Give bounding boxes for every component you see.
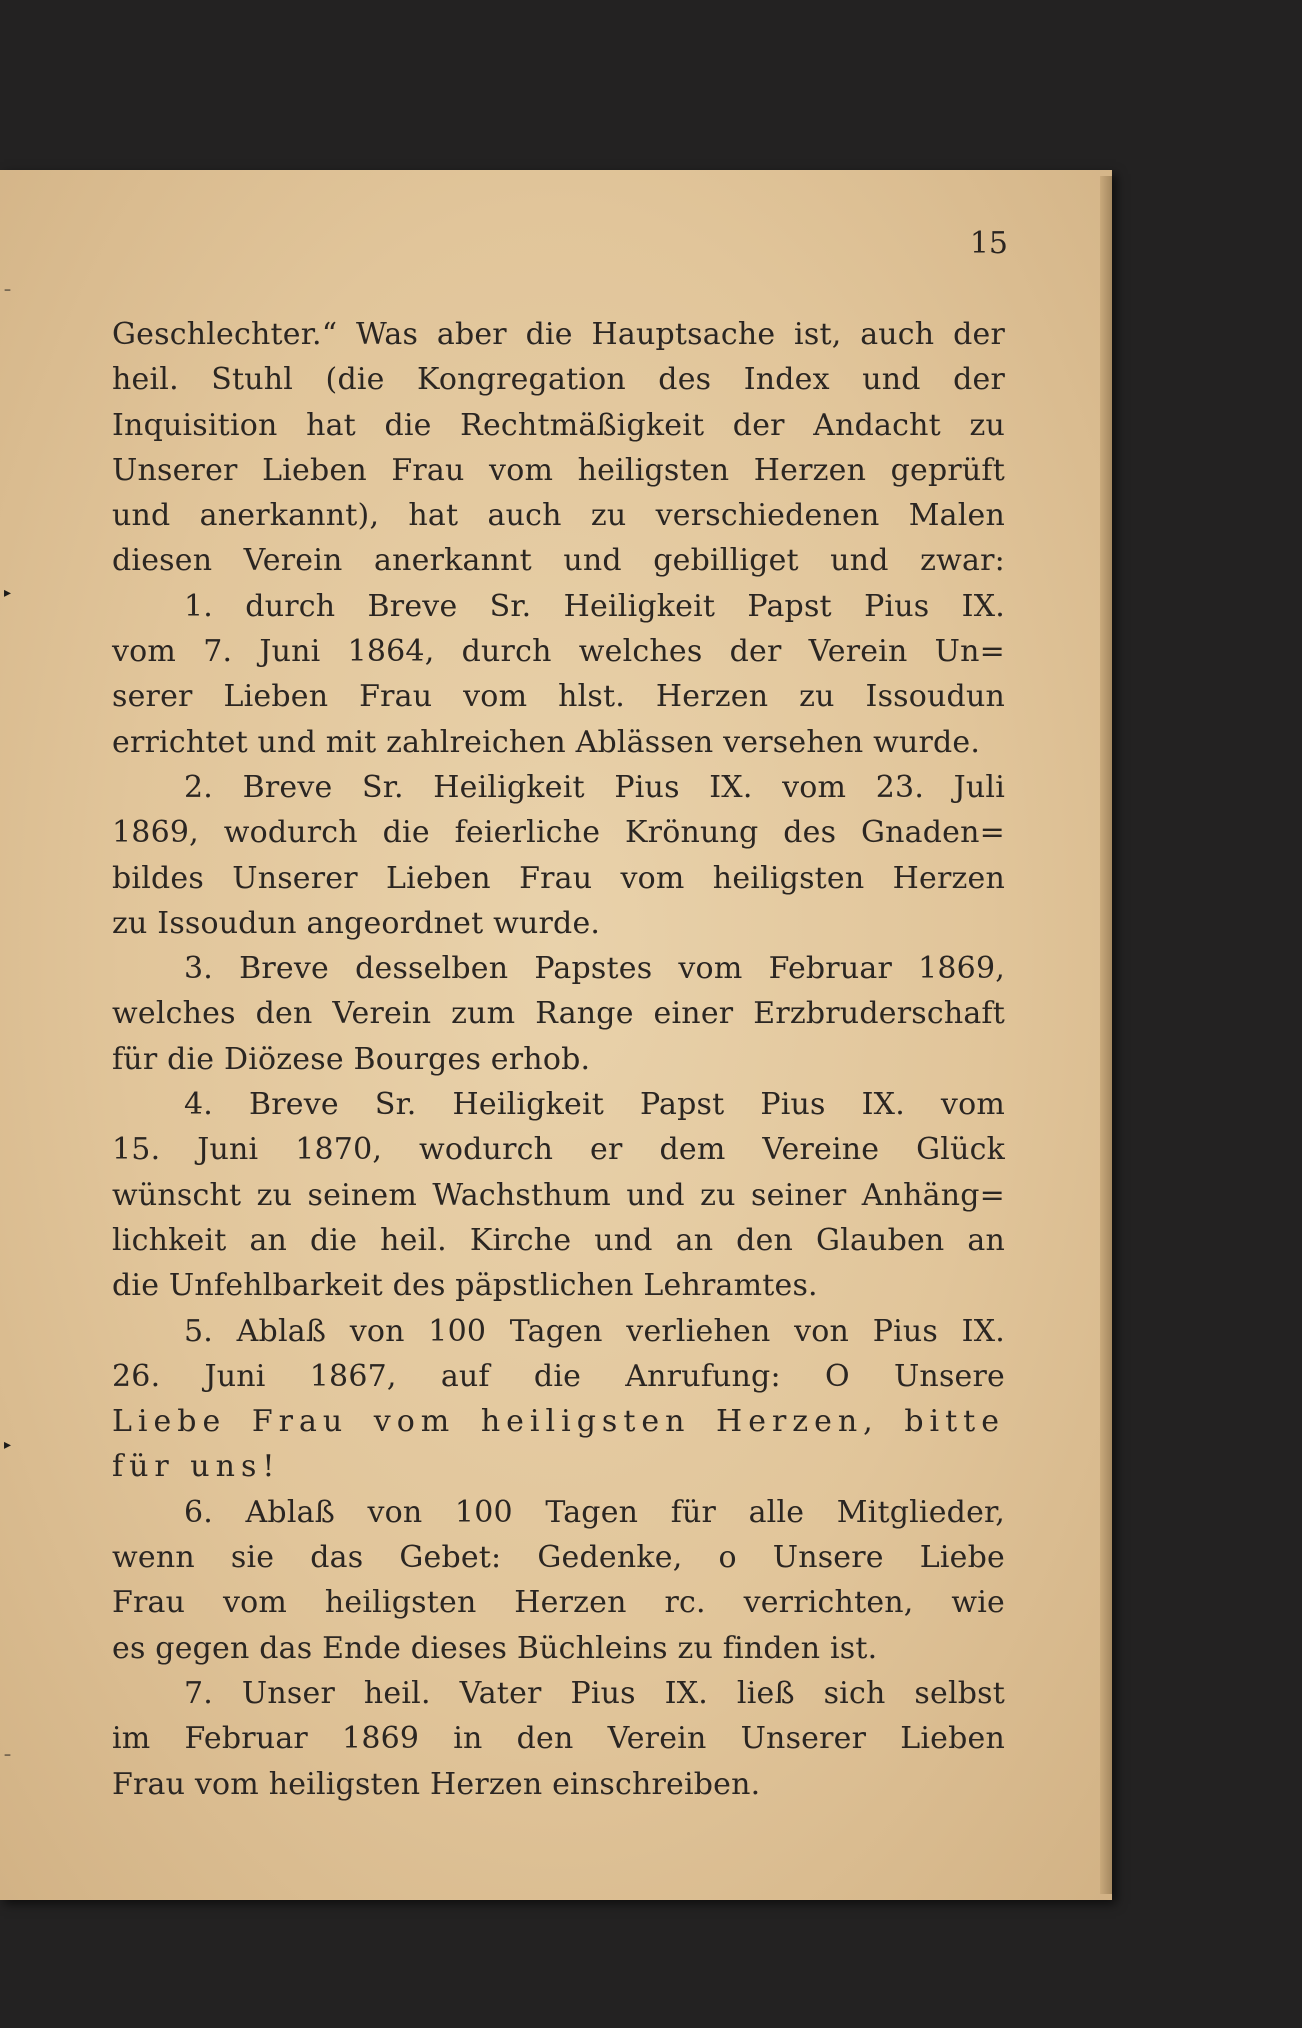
text-line: wünscht zu seinem Wachsthum und zu seiner Anhäng=	[112, 1177, 1005, 1213]
text-line: serer Lieben Frau vom hlst. Herzen zu Issoudun	[112, 679, 1005, 715]
text-line: Liebe Frau vom heiligsten Herzen, bitte	[112, 1404, 1005, 1440]
text-line: heil. Stuhl (die Kongregation des Index und der	[112, 362, 1005, 398]
text-line: vom 7. Juni 1864, durch welches der Verein Un=	[112, 634, 1005, 670]
text-line: Unserer Lieben Frau vom heiligsten Herzen geprüft	[112, 452, 1005, 488]
text-line: 26. Juni 1867, auf die Anrufung: O Unsere	[112, 1358, 1005, 1394]
text-line: im Februar 1869 in den Verein Unserer Lieben	[112, 1721, 1005, 1757]
text-line: für die Diözese Bourges erhob.	[112, 1041, 591, 1077]
page-edge	[1100, 176, 1112, 1894]
text-line: lichkeit an die heil. Kirche und an den Glauben an	[112, 1222, 1005, 1258]
margin-tick: ▸	[4, 1437, 12, 1453]
text-line: es gegen das Ende dieses Büchleins zu finden ist.	[112, 1630, 878, 1666]
text-line: 5. Ablaß von 100 Tagen verliehen von Pius IX.	[184, 1313, 1005, 1349]
page-number: 15	[969, 226, 1008, 261]
text-line: zu Issoudun angeordnet wurde.	[112, 905, 601, 941]
text-line: 1869, wodurch die feierliche Krönung des Gnaden=	[112, 815, 1005, 851]
text-line: 2. Breve Sr. Heiligkeit Pius IX. vom 23. Juli	[184, 769, 1005, 805]
margin-tick: –	[4, 282, 11, 298]
text-line: wenn sie das Gebet: Gedenke, o Unsere Liebe	[112, 1540, 1005, 1576]
text-line: Frau vom heiligsten Herzen einschreiben.	[112, 1766, 761, 1802]
margin-tick: ▸	[4, 585, 12, 601]
text-line: 3. Breve desselben Papstes vom Februar 1869,	[184, 951, 1005, 987]
text-line: Inquisition hat die Rechtmäßigkeit der Andacht zu	[112, 407, 1005, 443]
text-line: 1. durch Breve Sr. Heiligkeit Papst Pius IX.	[184, 588, 1005, 624]
text-line: 7. Unser heil. Vater Pius IX. ließ sich selbst	[184, 1675, 1005, 1711]
text-line: 6. Ablaß von 100 Tagen für alle Mitglieder,	[184, 1494, 1005, 1530]
text-line: errichtet und mit zahlreichen Ablässen versehen wurde.	[112, 724, 981, 760]
margin-tick: –	[4, 1747, 11, 1763]
text-line: Geschlechter.“ Was aber die Hauptsache ist, auch der	[112, 317, 1005, 352]
text-line: die Unfehlbarkeit des päpstlichen Lehramtes.	[112, 1268, 818, 1304]
body-text	[112, 312, 1005, 1807]
text-line: und anerkannt), hat auch zu verschiedenen Malen	[112, 498, 1005, 534]
text-line: Frau vom heiligsten Herzen rc. verrichten, wie	[112, 1585, 1005, 1621]
text-line: bildes Unserer Lieben Frau vom heiligsten Herzen	[112, 860, 1005, 896]
text-line: 15. Juni 1870, wodurch er dem Vereine Glück	[112, 1132, 1005, 1168]
text-line: diesen Verein anerkannt und gebilliget und zwar:	[112, 543, 1005, 579]
text-line: welches den Verein zum Range einer Erzbruderschaft	[112, 996, 1005, 1032]
text-line: für uns!	[112, 1449, 281, 1485]
text-line: 4. Breve Sr. Heiligkeit Papst Pius IX. vom	[184, 1087, 1005, 1123]
